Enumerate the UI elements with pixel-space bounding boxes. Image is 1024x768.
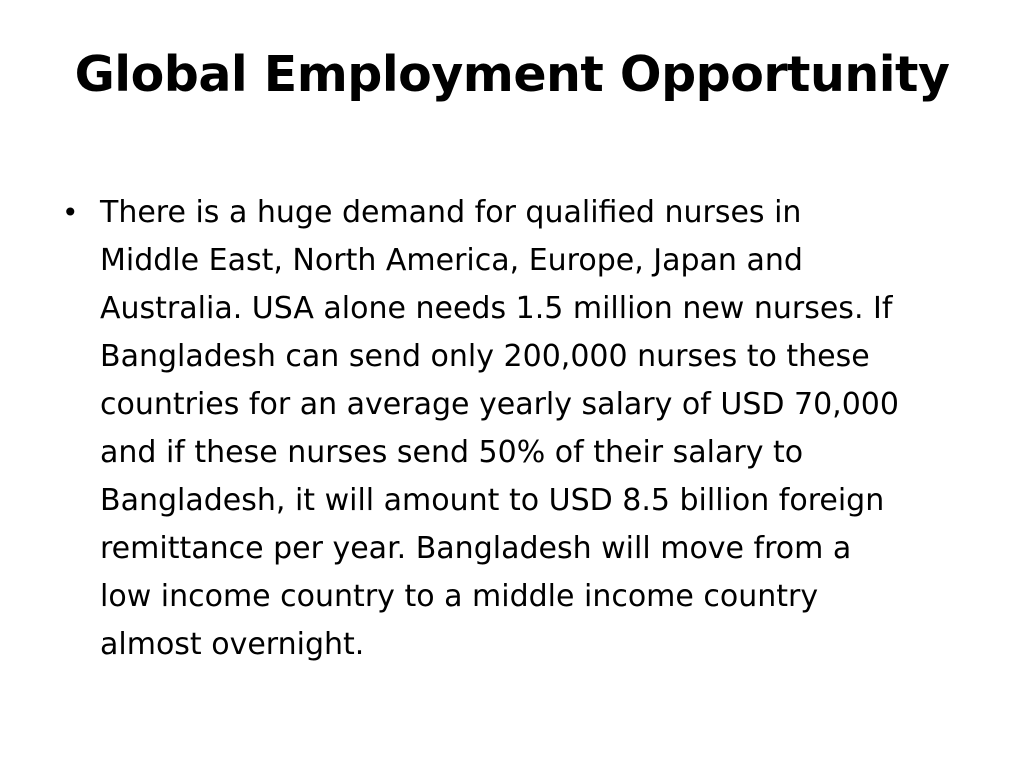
bullet-text-line: remittance per year. Bangladesh will move from a: [100, 531, 852, 566]
bullet-text-line: Middle East, North America, Europe, Japan and: [100, 243, 803, 278]
bullet-text-line: Bangladesh can send only 200,000 nurses to these: [100, 339, 870, 374]
bullet-text-line: There is a huge demand for qualified nurses in: [100, 195, 802, 230]
bullet-text-line: almost overnight.: [100, 627, 365, 662]
bullet-marker-icon: •: [62, 196, 79, 229]
bullet-text-line: countries for an average yearly salary of USD 70,000: [100, 387, 899, 422]
bullet-list: [56, 189, 956, 669]
bullet-text-line: Australia. USA alone needs 1.5 million new nurses. If: [100, 291, 893, 326]
bullet-item: [56, 189, 956, 669]
bullet-text-line: low income country to a middle income country: [100, 579, 819, 614]
slide-title: Global Employment Opportunity: [74, 46, 950, 103]
bullet-text-line: and if these nurses send 50% of their salary to: [100, 435, 804, 470]
bullet-text-line: Bangladesh, it will amount to USD 8.5 billion foreign: [100, 483, 885, 518]
